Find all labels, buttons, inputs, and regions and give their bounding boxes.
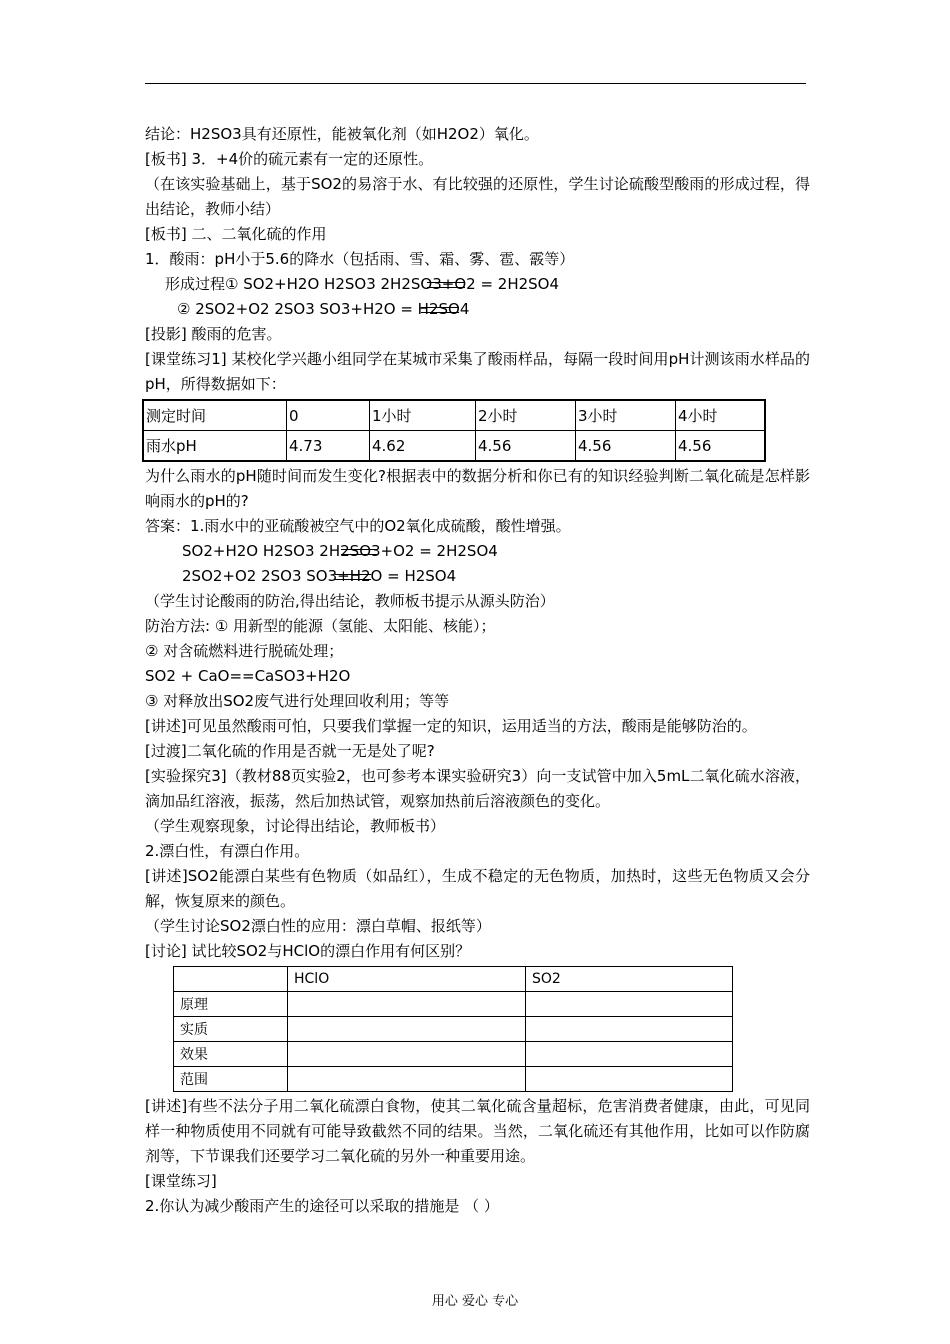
- document-body: [145, 122, 810, 1219]
- table-cell: 4.73: [287, 431, 370, 462]
- table-row: [174, 992, 733, 1017]
- table-cell: [288, 1017, 526, 1042]
- table-cell: [526, 992, 733, 1017]
- equation-text: 形成过程① SO2+H2O H2SO3 2H2SO3+O2 = 2H2SO4: [165, 275, 560, 293]
- table-cell: [174, 967, 288, 992]
- exercise-1: [课堂练习1] 某校化学兴趣小组同学在某城市采集了酸雨样品，每隔一段时间用pH计测该雨水样品的pH，所得数据如下：: [145, 350, 810, 393]
- table-cell: 4.62: [370, 431, 476, 462]
- table-cell: 4.56: [676, 431, 766, 462]
- header-rule: [145, 83, 806, 84]
- table-cell: HClO: [288, 967, 526, 992]
- answer-line: 答案：1.雨水中的亚硫酸被空气中的O2氧化成硫酸，酸性增强。: [145, 517, 571, 535]
- conclusion-line: 结论：H2SO3具有还原性，能被氧化剂（如H2O2）氧化。: [145, 125, 539, 143]
- experiment-note: [实验探究3]（教材88页实验2，也可参考本课实验研究3）向一支试管中加入5mL二氧化硫水溶液，滴加品红溶液，振荡，然后加热试管，观察加热前后溶液颜色的变化。: [145, 767, 810, 810]
- lecture-note-2: [讲述]SO2能漂白某些有色物质（如品红），生成不稳定的无色物质，加热时，这些无色物质又会分解，恢复原来的颜色。: [145, 867, 810, 910]
- table-cell: 4.56: [476, 431, 576, 462]
- discussion-note: （在该实验基础上，基于SO2的易溶于水、有比较强的还原性，学生讨论硫酸型酸雨的形成过程，得出结论，教师小结）: [145, 175, 810, 218]
- table-cell: [526, 1017, 733, 1042]
- equation-text: ② 2SO2+O2 2SO3 SO3+H2O = H2SO4: [177, 300, 470, 318]
- table-cell: 实质: [174, 1017, 288, 1042]
- table-cell: [288, 1042, 526, 1067]
- formation-equation-2: [145, 297, 810, 322]
- equation-text: 2SO2+O2 2SO3 SO3+H2O = H2SO4: [182, 567, 457, 585]
- table-cell: 0: [287, 400, 370, 431]
- formation-equation-1: [145, 272, 810, 297]
- exercise-question-2: 2.你认为减少酸雨产生的途径可以采取的措施是 （ ）: [145, 1197, 499, 1215]
- table-row: [143, 400, 765, 431]
- discussion-note-prevention: （学生讨论酸雨的防治,得出结论，教师板书提示从源头防治）: [145, 592, 555, 610]
- table-cell: 范围: [174, 1067, 288, 1092]
- lecture-note-3: [讲述]有些不法分子用二氧化硫漂白食物，使其二氧化硫含量超标，危害消费者健康，由此，可见同样一种物质使用不同就有可能导致截然不同的结果。当然，二氧化硫还有其他作用，比如可以作防腐剂等，下节课我们还要学习二氧化硫的另外一种重要用途。: [145, 1097, 810, 1165]
- board-note-section-2: [板书] 二、二氧化硫的作用: [145, 225, 327, 243]
- answer-equation-1: [145, 539, 810, 564]
- prevention-method-1: 防治方法: ① 用新型的能源（氢能、太阳能、核能）；: [145, 617, 496, 635]
- table-cell: 雨水pH: [143, 431, 287, 462]
- page-footer: 用心 爱心 专心: [431, 1294, 519, 1309]
- desulfurization-equation: SO2 + CaO==CaSO3+H2O: [145, 667, 351, 685]
- table-cell: 2小时: [476, 400, 576, 431]
- projection-note: [投影] 酸雨的危害。: [145, 325, 282, 343]
- application-note: （学生讨论SO2漂白性的应用：漂白草帽、报纸等）: [145, 917, 491, 935]
- table-row: [174, 1067, 733, 1092]
- acid-rain-definition: 1．酸雨：pH小于5.6的降水（包括雨、雪、霜、雾、雹、霰等）: [145, 250, 575, 268]
- table-cell: 4.56: [576, 431, 676, 462]
- question-text: 为什么雨水的pH随时间而发生变化?根据表中的数据分析和你已有的知识经验判断二氧化硫是怎样影响雨水的pH的?: [145, 467, 810, 510]
- observation-note: （学生观察现象，讨论得出结论，教师板书）: [145, 817, 446, 835]
- table-cell: 测定时间: [143, 400, 287, 431]
- table-cell: [526, 1042, 733, 1067]
- table-cell: SO2: [526, 967, 733, 992]
- equation-text: SO2+H2O H2SO3 2H2SO3+O2 = 2H2SO4: [182, 542, 498, 560]
- table-cell: 1小时: [370, 400, 476, 431]
- table-row: [174, 967, 733, 992]
- prevention-method-3: ③ 对释放出SO2废气进行处理回收利用；等等: [145, 692, 450, 710]
- comparison-table: [173, 966, 733, 1092]
- lecture-note-1: [讲述]可见虽然酸雨可怕，只要我们掌握一定的知识，运用适当的方法，酸雨是能够防治的。: [145, 717, 757, 735]
- table-cell: [288, 992, 526, 1017]
- bleaching-heading: 2.漂白性，有漂白作用。: [145, 842, 310, 860]
- answer-equation-2: [145, 564, 810, 589]
- table-row: [174, 1042, 733, 1067]
- table-cell: 4小时: [676, 400, 766, 431]
- board-note-reducing: [板书] 3．+4价的硫元素有一定的还原性。: [145, 150, 434, 168]
- exercise-heading: [课堂练习]: [145, 1172, 217, 1190]
- table-cell: [526, 1067, 733, 1092]
- ph-data-table: [142, 399, 766, 462]
- prevention-method-2: ② 对含硫燃料进行脱硫处理；: [145, 642, 344, 660]
- table-cell: 3小时: [576, 400, 676, 431]
- transition-note: [过渡]二氧化硫的作用是否就一无是处了呢?: [145, 742, 435, 760]
- table-cell: 效果: [174, 1042, 288, 1067]
- table-cell: 原理: [174, 992, 288, 1017]
- comparison-prompt: [讨论] 试比较SO2与HClO的漂白作用有何区别？: [145, 942, 471, 960]
- table-cell: [288, 1067, 526, 1092]
- table-row: [143, 431, 765, 462]
- table-row: [174, 1017, 733, 1042]
